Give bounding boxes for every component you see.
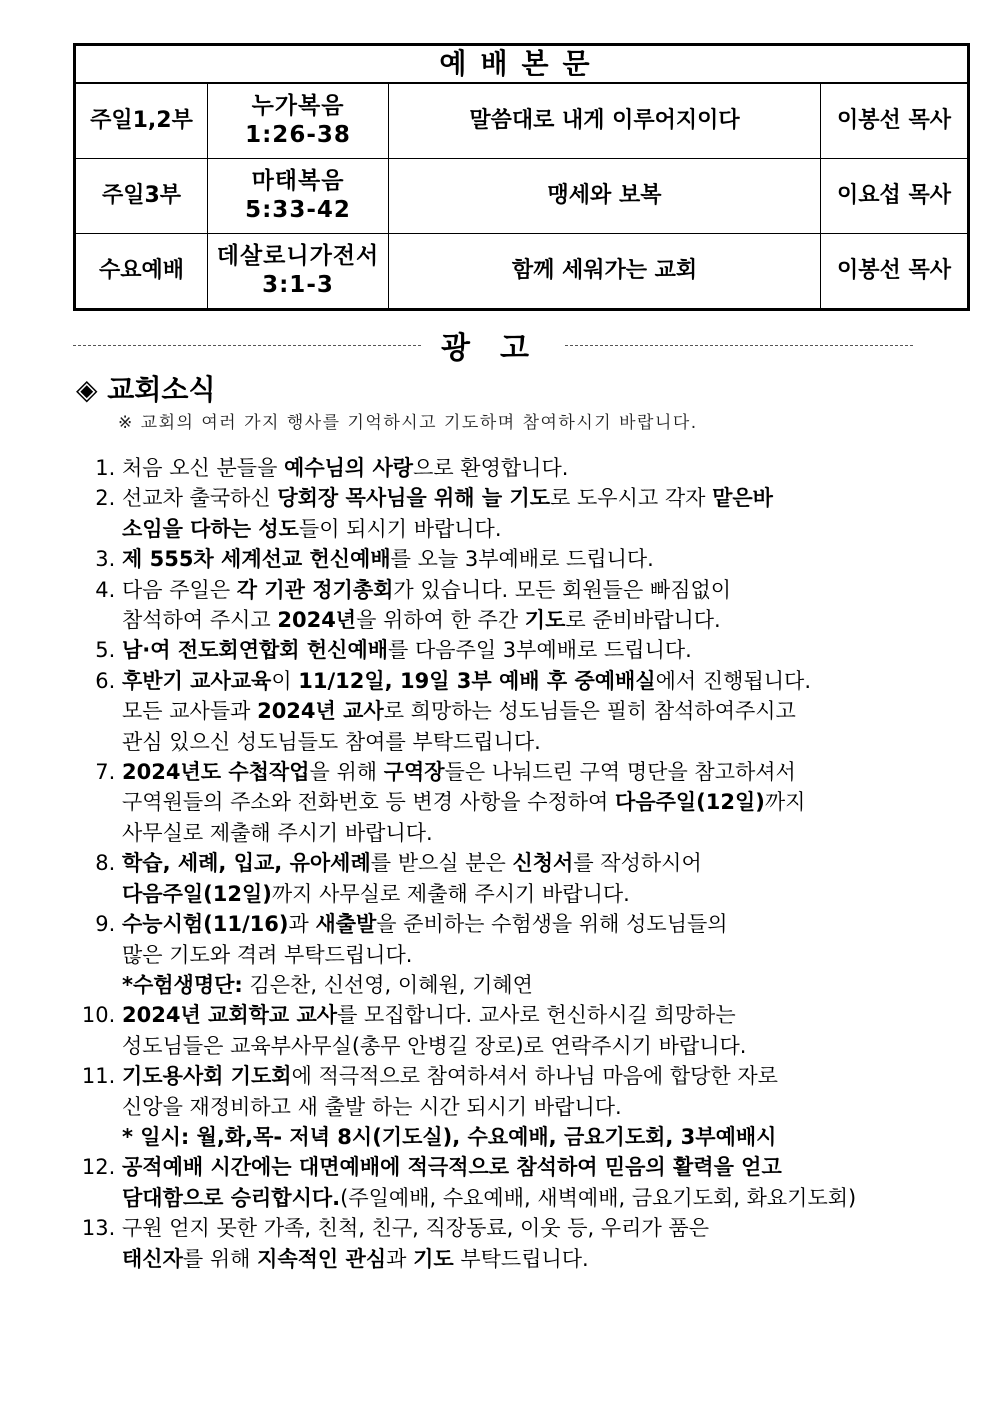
item-line	[122, 635, 868, 665]
sermon-table-title: 예배본문	[75, 45, 969, 84]
list-item	[68, 1152, 868, 1213]
item-text	[122, 1213, 868, 1274]
item-line	[122, 818, 868, 848]
scripture-cell	[208, 159, 389, 234]
item-line	[122, 483, 868, 513]
item-number: 4.	[95, 577, 122, 602]
scripture-verse: 5:33-42	[245, 197, 351, 224]
item-text-segment: 를 다음주일 3부예배로 드립니다.	[388, 638, 692, 663]
item-number: 10.	[81, 1003, 122, 1028]
item-text-segment: 를 작성하시어	[573, 851, 702, 876]
item-text-segment: (주일예배, 수요예배, 새벽예배, 금요기도회, 화요기도회)	[340, 1185, 857, 1210]
emphasis-text: 2024년 교사	[257, 699, 384, 724]
scripture-cell	[208, 83, 389, 159]
section-title: 교회소식	[107, 373, 216, 406]
item-number: 5.	[95, 638, 122, 663]
emphasis-text: 제 555차 세계선교 헌신예배	[122, 547, 391, 572]
list-item	[68, 544, 868, 574]
item-line	[122, 909, 868, 939]
sermon-title: 함께 세워가는 교회	[389, 234, 821, 310]
preacher: 이봉선 목사	[821, 234, 969, 310]
emphasis-text: 예수님의 사랑	[284, 456, 414, 480]
item-line	[122, 605, 868, 635]
emphasis-text: 담대함으로 승리합시다.	[122, 1185, 341, 1210]
emphasis-text: 다음주일(12일)	[615, 790, 765, 815]
item-line	[122, 1244, 868, 1274]
item-line	[122, 666, 868, 696]
item-text	[122, 1000, 868, 1061]
item-text-segment: 과	[386, 1246, 414, 1271]
item-text	[122, 483, 868, 544]
emphasis-text: 2024년	[277, 608, 357, 633]
item-text-segment: 을 준비하는 수험생을 위해 성도님들의	[376, 912, 728, 937]
item-line	[122, 1092, 868, 1122]
item-text-segment: 신앙을 재정비하고 새 출발 하는 시간 되시기 바랍니다.	[122, 1094, 622, 1119]
item-text	[122, 544, 868, 574]
section-note: ※ 교회의 여러 가지 행사를 기억하시고 기도하며 참여하시기 바랍니다.	[118, 413, 698, 433]
emphasis-text: 후반기 교사교육	[122, 668, 272, 693]
sermon-table	[73, 43, 970, 311]
emphasis-text: 학습, 세례, 입교, 유아세례	[122, 851, 371, 876]
scripture-verse: 1:26-38	[245, 122, 351, 149]
emphasis-text: 새출발	[315, 912, 377, 937]
item-line	[122, 970, 868, 1000]
item-number: 9.	[95, 912, 122, 937]
emphasis-text: 신청서	[512, 851, 574, 876]
emphasis-text: 2024년도 수첩작업	[122, 760, 310, 785]
diamond-icon: ◈	[76, 373, 98, 406]
item-text-segment: 다음 주일은	[122, 577, 237, 602]
item-line	[122, 1061, 868, 1091]
item-line	[122, 1213, 868, 1243]
list-item	[68, 1000, 868, 1061]
item-text-segment: 에 적극적으로 참여하셔서 하나님 마음에 합당한 자로	[291, 1064, 778, 1089]
item-text-segment: 를 모집합니다. 교사로 헌신하시길 희망하는	[337, 1003, 736, 1028]
item-text-segment: 김은찬, 신선영, 이혜원, 기혜연	[242, 972, 533, 997]
item-text-segment: 를 위해	[182, 1246, 258, 1271]
item-text-segment: 을 위해	[309, 760, 384, 785]
emphasis-text: 태신자	[122, 1246, 183, 1271]
emphasis-text: 기도	[413, 1246, 454, 1271]
item-text	[122, 666, 868, 757]
scripture-book: 누가복음	[251, 92, 345, 119]
item-text-segment: 부탁드립니다.	[453, 1246, 589, 1271]
dashed-divider-right	[565, 345, 913, 346]
item-line	[122, 696, 868, 726]
item-line	[122, 757, 868, 787]
service-name: 수요예배	[75, 234, 208, 310]
sermon-title: 맹세와 보복	[389, 159, 821, 234]
item-text-segment: 을 위하여 한 주간	[356, 608, 525, 633]
item-number: 6.	[95, 668, 122, 693]
item-line	[122, 727, 868, 757]
item-text-segment: 으로 환영합니다.	[413, 456, 569, 480]
item-number: 7.	[95, 760, 122, 785]
item-line	[122, 1152, 868, 1182]
item-text-segment: 를 오늘 3부예배로 드립니다.	[390, 547, 654, 572]
emphasis-text: 당회장 목사님을 위해 늘 기도	[277, 486, 551, 511]
scripture-verse: 3:1-3	[262, 272, 334, 299]
emphasis-text: 공적예배 시간에는 대면예배에 적극적으로 참석하여 믿음의 활력을 얻고	[122, 1155, 782, 1180]
item-text	[122, 453, 868, 483]
emphasis-text: 11/12일, 19일 3부 예배 후 중예배실	[298, 668, 656, 693]
item-text-segment: 들이 되시기 바랍니다.	[298, 516, 502, 541]
emphasis-text: * 일시: 월,화,목- 저녁 8시(기도실), 수요예배, 금요기도회, 3부예배시	[122, 1124, 777, 1149]
item-number: 12.	[81, 1155, 122, 1180]
item-number: 8.	[95, 851, 122, 876]
item-line	[122, 575, 868, 605]
emphasis-text: 2024년 교회학교 교사	[122, 1003, 338, 1028]
list-item	[68, 666, 868, 757]
item-number: 13.	[81, 1216, 122, 1241]
item-text-segment: 처음 오신 분들을	[122, 456, 285, 480]
item-number: 2.	[95, 486, 122, 511]
item-text	[122, 909, 868, 1000]
list-item	[68, 575, 868, 636]
list-item	[68, 635, 868, 665]
item-text-segment: 관심 있으신 성도님들도 참여를 부탁드립니다.	[122, 729, 541, 754]
preacher: 이요섭 목사	[821, 159, 969, 234]
service-name: 주일1,2부	[75, 83, 208, 159]
item-text-segment: 로 도우시고 각자	[550, 486, 713, 511]
item-text-segment: 들은 나눠드린 구역 명단을 참고하셔서	[444, 760, 796, 785]
item-text-segment: 구원 얻지 못한 가족, 친척, 친구, 직장동료, 이웃 등, 우리가 품은	[122, 1216, 709, 1241]
emphasis-text: 지속적인 관심	[257, 1246, 387, 1271]
emphasis-text: 다음주일(12일)	[122, 881, 272, 906]
list-item	[68, 483, 868, 544]
item-number: 11.	[81, 1064, 122, 1089]
sermon-title: 말씀대로 내게 이루어지이다	[389, 83, 821, 159]
item-line	[122, 544, 868, 574]
service-name: 주일3부	[75, 159, 208, 234]
emphasis-text: 각 기관 정기총회	[236, 577, 394, 602]
item-text-segment: 선교차 출국하신	[122, 486, 278, 511]
item-number: 1.	[95, 456, 122, 480]
item-text-segment: 모든 교사들과	[122, 699, 258, 724]
item-number: 3.	[95, 547, 122, 572]
item-line	[122, 879, 868, 909]
item-text-segment: 구역원들의 주소와 전화번호 등 변경 사항을 수정하여	[122, 790, 616, 815]
preacher: 이봉선 목사	[821, 83, 969, 159]
emphasis-text: 수능시험(11/16)	[122, 912, 289, 937]
item-text-segment: 가 있습니다. 모든 회원들은 빠짐없이	[393, 577, 732, 602]
item-line	[122, 787, 868, 817]
emphasis-text: 남·여 전도회연합회 헌신예배	[122, 638, 389, 663]
item-text	[122, 848, 868, 909]
item-text-segment: 로 준비바랍니다.	[565, 608, 721, 633]
announcements-title: 광고	[441, 331, 559, 366]
list-item	[68, 848, 868, 909]
item-text-segment: 로 희망하는 성도님들은 필히 참석하여주시고	[383, 699, 796, 724]
item-line	[122, 848, 868, 878]
emphasis-text: 기도	[524, 608, 566, 633]
item-line	[122, 940, 868, 970]
item-text	[122, 1061, 868, 1152]
scripture-cell	[208, 234, 389, 310]
section-heading	[76, 368, 216, 408]
item-line	[122, 1000, 868, 1030]
table-row	[75, 234, 969, 310]
emphasis-text: 구역장	[383, 760, 445, 785]
item-line	[122, 1031, 868, 1061]
item-text	[122, 575, 868, 636]
item-text	[122, 757, 868, 848]
news-list	[68, 453, 868, 1274]
item-text-segment: 까지 사무실로 제출해 주시기 바랍니다.	[271, 881, 630, 906]
item-line	[122, 1122, 868, 1152]
item-text	[122, 635, 868, 665]
table-row	[75, 83, 969, 159]
item-text-segment: 에서 진행됩니다.	[655, 668, 811, 693]
item-text-segment: 많은 기도와 격려 부탁드립니다.	[122, 942, 413, 967]
item-line	[122, 1183, 868, 1213]
dashed-divider-left	[73, 345, 421, 346]
announcements-header	[73, 323, 913, 367]
emphasis-text: 기도용사회 기도회	[122, 1064, 292, 1089]
list-item	[68, 757, 868, 848]
item-line	[122, 453, 868, 483]
scripture-book: 데살로니가전서	[216, 242, 380, 269]
item-text-segment: 사무실로 제출해 주시기 바랍니다.	[122, 820, 433, 845]
table-row	[75, 159, 969, 234]
item-text-segment: 이	[271, 668, 299, 693]
list-item	[68, 909, 868, 1000]
item-text-segment: 성도님들은 교육부사무실(총무 안병길 장로)로 연락주시기 바랍니다.	[122, 1033, 747, 1058]
emphasis-text: *수험생명단:	[122, 972, 243, 997]
emphasis-text: 맡은바	[712, 486, 773, 511]
item-text-segment: 참석하여 주시고	[122, 608, 278, 633]
emphasis-text: 소임을 다하는 성도	[122, 516, 299, 541]
item-text-segment: 를 받으실 분은	[370, 851, 513, 876]
item-text-segment: 까지	[764, 790, 806, 815]
item-text	[122, 1152, 868, 1213]
item-text-segment: 과	[288, 912, 316, 937]
list-item	[68, 1213, 868, 1274]
list-item	[68, 1061, 868, 1152]
scripture-book: 마태복음	[251, 167, 345, 194]
list-item	[68, 453, 868, 483]
item-line	[122, 514, 868, 544]
